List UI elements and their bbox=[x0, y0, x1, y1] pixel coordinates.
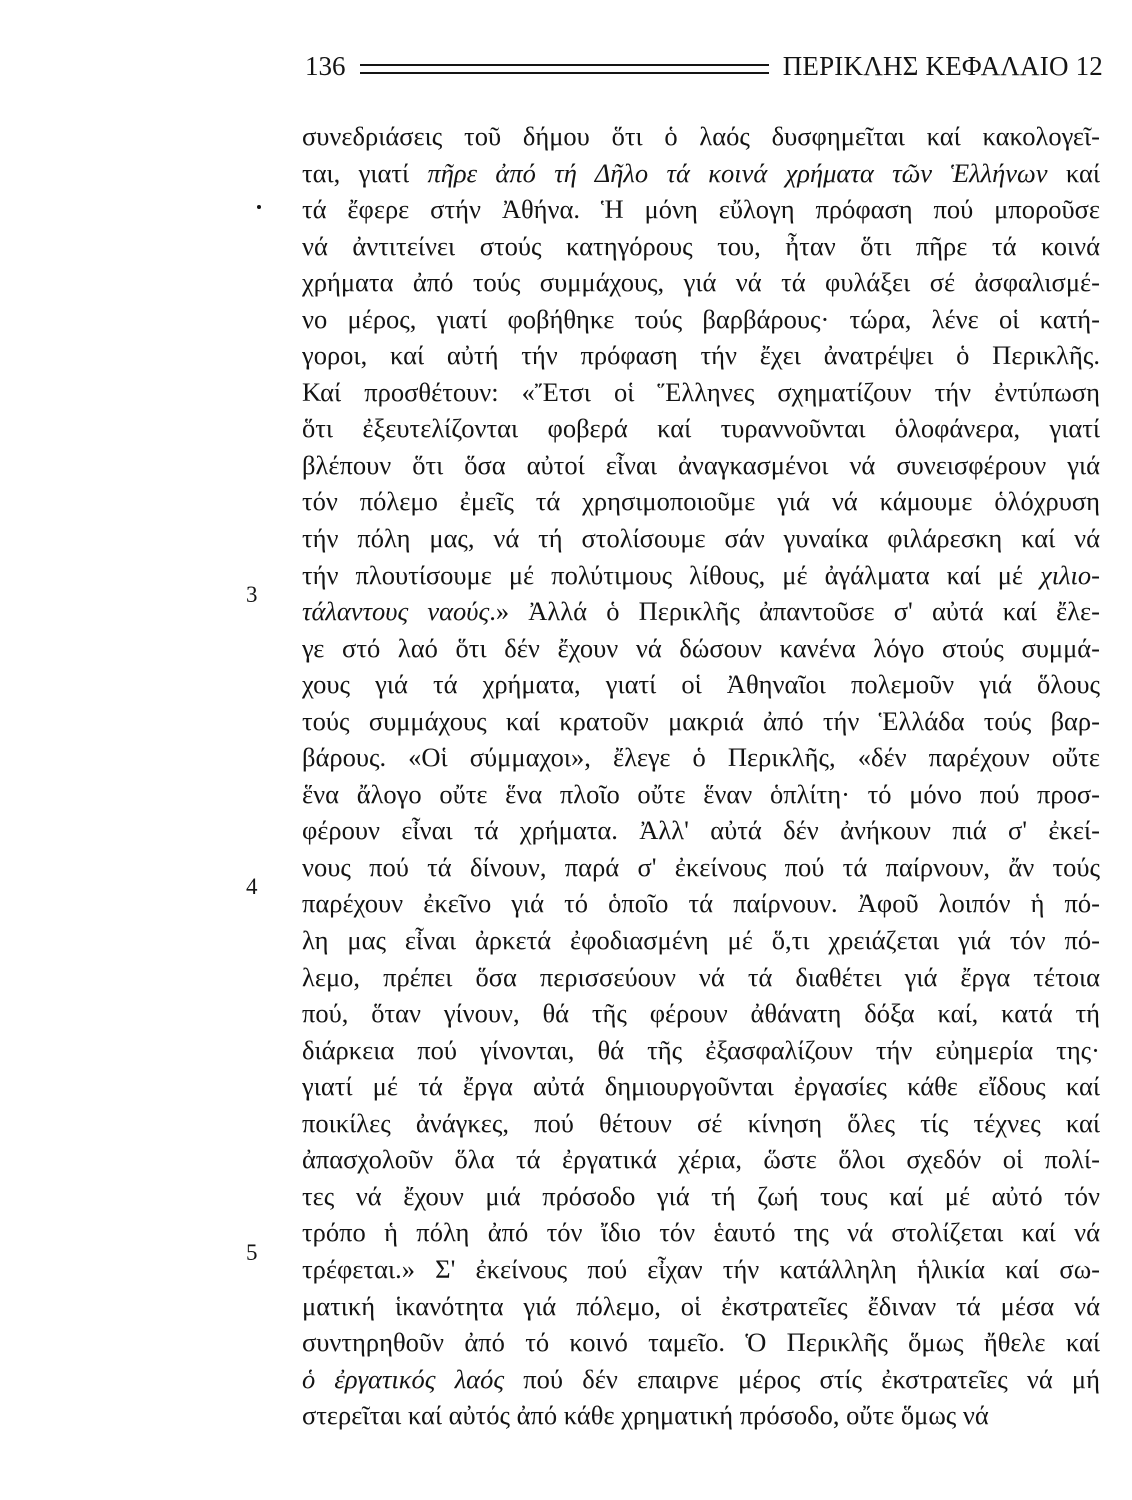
text-segment: τά ἔφερε στήν Ἀθήνα. Ἡ μόνη εὔλογη πρόφαση πού μποροῦσε bbox=[302, 194, 1100, 225]
text-segment: παρέχουν ἐκεῖνο γιά τό ὁποῖο τά παίρνουν. Ἀφοῦ λοιπόν ἡ πό- bbox=[302, 888, 1100, 919]
italic-phrase: ὁ ἐργατικός λαός bbox=[302, 1363, 505, 1394]
text-line bbox=[302, 739, 1100, 776]
text-segment: τούς συμμάχους καί κρατοῦν μακριά ἀπό τήν Ἑλλάδα τούς βαρ- bbox=[302, 705, 1100, 736]
text-segment: νο μέρος, γιατί φοβήθηκε τούς βαρβάρους· τώρα, λένε οἱ κατή- bbox=[302, 303, 1100, 334]
text-line bbox=[302, 337, 1100, 374]
text-line bbox=[302, 922, 1100, 959]
text-line bbox=[302, 630, 1100, 667]
text-line bbox=[302, 483, 1100, 520]
text-line bbox=[302, 666, 1100, 703]
text-segment: φέρουν εἶναι τά χρήματα. Ἀλλ' αὐτά δέν ἀνήκουν πιά σ' ἐκεί- bbox=[302, 815, 1100, 846]
body-text bbox=[302, 118, 1100, 1434]
text-segment: Καί προσθέτουν: «Ἔτσι οἱ Ἕλληνες σχηματίζουν τήν ἐντύπωση bbox=[302, 376, 1100, 407]
text-segment: λη μας εἶναι ἀρκετά ἐφοδιασμένη μέ ὅ,τι χρειάζεται γιά τόν πό- bbox=[302, 925, 1100, 956]
text-line bbox=[302, 995, 1100, 1032]
text-line bbox=[302, 1397, 1100, 1434]
text-segment: στερεῖται καί αὐτός ἀπό κάθε χρηματική πρόσοδο, οὔτε ὅμως νά bbox=[302, 1400, 989, 1431]
text-line bbox=[302, 849, 1100, 886]
text-segment: καί bbox=[1047, 157, 1100, 188]
text-line bbox=[302, 520, 1100, 557]
running-head-title: ΠΕΡΙΚΛΗΣ ΚΕΦΑΛΑΙΟ 12 bbox=[782, 50, 1103, 81]
text-segment: πού, ὅταν γίνουν, θά τῆς φέρουν ἀθάνατη δόξα καί, κατά τή bbox=[302, 998, 1100, 1029]
text-segment: συντηρηθοῦν ἀπό τό κοινό ταμεῖο. Ὁ Περικλῆς ὅμως ἤθελε καί bbox=[302, 1327, 1100, 1358]
text-segment: γε στό λαό ὅτι δέν ἔχουν νά δώσουν κανένα λόγο στούς συμμά- bbox=[302, 632, 1100, 663]
text-segment: νους πού τά δίνουν, παρά σ' ἐκείνους πού τά παίρνουν, ἄν τούς bbox=[302, 851, 1100, 882]
text-line bbox=[302, 264, 1100, 301]
text-line bbox=[302, 959, 1100, 996]
text-segment: τρέφεται.» Σ' ἐκείνους πού εἶχαν τήν κατάλληλη ἡλικία καί σω- bbox=[302, 1253, 1100, 1284]
text-line bbox=[302, 228, 1100, 265]
margin-section-number: 5 bbox=[246, 1240, 258, 1265]
text-segment: τήν πόλη μας, νά τή στολίσουμε σάν γυναίκα φιλάρεσκη καί νά bbox=[302, 523, 1100, 554]
text-line bbox=[302, 301, 1100, 338]
text-line bbox=[302, 593, 1100, 630]
text-segment: τήν πλουτίσουμε μέ πολύτιμους λίθους, μέ ἀγάλματα καί μέ bbox=[302, 559, 1041, 590]
text-line bbox=[302, 703, 1100, 740]
text-segment: ται, γιατί bbox=[302, 157, 428, 188]
text-line bbox=[302, 410, 1100, 447]
text-segment: ἕνα ἄλογο οὔτε ἕνα πλοῖο οὔτε ἕναν ὁπλίτη· τό μόνο πού προσ- bbox=[302, 778, 1100, 809]
text-line bbox=[302, 1178, 1100, 1215]
text-segment: τρόπο ἡ πόλη ἀπό τόν ἴδιο τόν ἑαυτό της νά στολίζεται καί νά bbox=[302, 1217, 1100, 1248]
text-segment: χους γιά τά χρήματα, γιατί οἱ Ἀθηναῖοι πολεμοῦν γιά ὅλους bbox=[302, 669, 1100, 700]
text-segment: βλέπουν ὅτι ὅσα αὐτοί εἶναι ἀναγκασμένοι νά συνεισφέρουν γιά bbox=[302, 449, 1100, 480]
text-line bbox=[302, 1214, 1100, 1251]
text-line bbox=[302, 155, 1100, 192]
text-segment: ἀπασχολοῦν ὅλα τά ἐργατικά χέρια, ὥστε ὅλοι σχεδόν οἱ πολί- bbox=[302, 1144, 1100, 1175]
text-line bbox=[302, 374, 1100, 411]
text-line bbox=[302, 1068, 1100, 1105]
text-line bbox=[302, 1032, 1100, 1069]
margin-section-number: 3 bbox=[246, 582, 258, 607]
text-segment: συνεδριάσεις τοῦ δήμου ὅτι ὁ λαός δυσφημεῖται καί κακολογεῖ- bbox=[302, 121, 1100, 151]
text-segment: τες νά ἔχουν μιά πρόσοδο γιά τή ζωή τους καί μέ αὐτό τόν bbox=[302, 1180, 1100, 1211]
text-line bbox=[302, 812, 1100, 849]
text-segment: νά ἀντιτείνει στούς κατηγόρους του, ἦταν ὅτι πῆρε τά κοινά bbox=[302, 230, 1100, 261]
text-segment: χρήματα ἀπό τούς συμμάχους, γιά νά τά φυλάξει σέ ἀσφαλισμέ- bbox=[302, 267, 1100, 298]
text-segment: γοροι, καί αὐτή τήν πρόφαση τήν ἔχει ἀνατρέψει ὁ Περικλῆς. bbox=[302, 340, 1100, 371]
text-segment: γιατί μέ τά ἔργα αὐτά δημιουργοῦνται ἐργασίες κάθε εἴδους καί bbox=[302, 1071, 1100, 1102]
text-line bbox=[302, 1105, 1100, 1142]
running-header bbox=[305, 46, 1103, 86]
page-number: 136 bbox=[305, 50, 346, 81]
text-line bbox=[302, 885, 1100, 922]
text-segment: ματική ἱκανότητα γιά πόλεμο, οἱ ἐκστρατεῖες ἔδιναν τά μέσα νά bbox=[302, 1290, 1100, 1321]
text-line bbox=[302, 118, 1100, 155]
text-segment: .» Ἀλλά ὁ Περικλῆς ἀπαντοῦσε σ' αὐτά καί ἔλε- bbox=[489, 596, 1100, 627]
text-segment: πού δέν επαιρνε μέρος στίς ἐκστρατεῖες νά μή bbox=[504, 1363, 1100, 1394]
margin-dot bbox=[257, 205, 261, 209]
text-segment: λεμο, πρέπει ὅσα περισσεύουν νά τά διαθέτει γιά ἔργα τέτοια bbox=[302, 961, 1100, 992]
italic-phrase: πῆρε ἀπό τή Δῆλο τά κοινά χρήματα τῶν Ἑλλήνων bbox=[427, 157, 1048, 188]
text-line bbox=[302, 1288, 1100, 1325]
text-line bbox=[302, 557, 1100, 594]
header-double-rule bbox=[360, 64, 769, 74]
text-line bbox=[302, 1251, 1100, 1288]
text-line bbox=[302, 776, 1100, 813]
text-line bbox=[302, 1324, 1100, 1361]
italic-phrase: χιλιο- bbox=[1040, 559, 1100, 590]
text-segment: διάρκεια πού γίνονται, θά τῆς ἐξασφαλίζουν τήν εὐημερία της· bbox=[302, 1034, 1100, 1065]
text-segment: ποικίλες ἀνάγκες, πού θέτουν σέ κίνηση ὅλες τίς τέχνες καί bbox=[302, 1107, 1100, 1138]
text-segment: τόν πόλεμο ἐμεῖς τά χρησιμοποιοῦμε γιά νά κάμουμε ὁλόχρυση bbox=[302, 486, 1100, 517]
text-line bbox=[302, 1141, 1100, 1178]
text-segment: βάρους. «Οἱ σύμμαχοι», ἔλεγε ὁ Περικλῆς, «δέν παρέχουν οὔτε bbox=[302, 742, 1100, 773]
text-segment: ὅτι ἐξευτελίζονται φοβερά καί τυραννοῦνται ὁλοφάνερα, γιατί bbox=[302, 413, 1100, 444]
text-line bbox=[302, 1361, 1100, 1398]
italic-phrase: τάλαντους ναούς bbox=[302, 596, 490, 627]
text-line bbox=[302, 447, 1100, 484]
margin-section-number: 4 bbox=[246, 874, 258, 899]
text-line bbox=[302, 191, 1100, 228]
